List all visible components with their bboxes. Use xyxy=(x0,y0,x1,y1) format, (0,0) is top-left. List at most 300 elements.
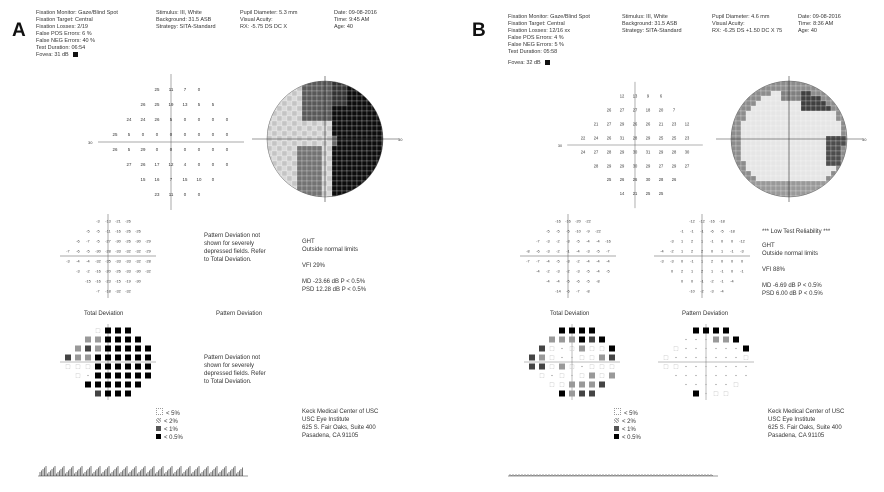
grayscale-cell xyxy=(831,196,836,201)
threshold-value: 18 xyxy=(645,107,651,113)
total-deviation-value: -5 xyxy=(586,279,590,284)
grayscale-cell xyxy=(736,176,741,181)
grayscale-cell xyxy=(771,111,776,116)
grayscale-cell xyxy=(342,131,347,136)
grayscale-cell xyxy=(322,116,327,121)
total-deviation-value: -6 xyxy=(76,239,80,244)
gaze-tracking-strip xyxy=(508,464,718,482)
total-deviation-value: -4 xyxy=(586,259,590,264)
grayscale-cell xyxy=(362,116,367,121)
total-prob-symbol xyxy=(75,355,81,361)
grayscale-cell xyxy=(746,91,751,96)
grayscale-cell xyxy=(746,101,751,106)
clinic-line-3: 625 S. Fair Oaks, Suite 400 xyxy=(768,425,842,431)
grayscale-cell xyxy=(806,151,811,156)
grayscale-cell xyxy=(292,126,297,131)
grayscale-cell xyxy=(801,171,806,176)
grayscale-cell xyxy=(776,131,781,136)
total-prob-symbol xyxy=(599,382,605,388)
grayscale-cell xyxy=(731,106,736,111)
grayscale-cell xyxy=(267,186,272,191)
ght-label: GHT xyxy=(302,239,315,245)
grayscale-cell xyxy=(292,176,297,181)
grayscale-cell xyxy=(736,181,741,186)
grayscale-cell xyxy=(342,196,347,201)
grayscale-cell xyxy=(761,171,766,176)
total-prob-symbol xyxy=(135,346,141,352)
grayscale-cell xyxy=(751,161,756,166)
grayscale-cell xyxy=(292,96,297,101)
grayscale-cell xyxy=(786,106,791,111)
grayscale-cell xyxy=(781,111,786,116)
grayscale-cell xyxy=(327,91,332,96)
grayscale-cell xyxy=(846,161,851,166)
total-deviation-value: -7 xyxy=(526,259,530,264)
grayscale-cell xyxy=(347,116,352,121)
threshold-value: 0 xyxy=(211,162,215,167)
grayscale-cell xyxy=(786,161,791,166)
threshold-value: 0 xyxy=(197,87,201,92)
threshold-value: 23 xyxy=(671,121,677,127)
grayscale-cell xyxy=(272,121,277,126)
date: Date: 09-08-2016 xyxy=(798,14,841,20)
threshold-value: 24 xyxy=(593,135,599,141)
grayscale-cell xyxy=(736,131,741,136)
pattern-prob-symbol xyxy=(745,375,746,376)
grayscale-cell xyxy=(786,176,791,181)
grayscale-cell xyxy=(302,176,307,181)
grayscale-cell xyxy=(322,91,327,96)
total-deviation-value: -29 xyxy=(145,239,151,244)
grayscale-cell xyxy=(272,116,277,121)
note2-line-2: shown for severely xyxy=(204,363,255,369)
grayscale-cell xyxy=(776,121,781,126)
threshold-value: 25 xyxy=(658,191,664,197)
grayscale-cell xyxy=(317,101,322,106)
grayscale-cell xyxy=(287,176,292,181)
threshold-value: 21 xyxy=(658,121,664,127)
grayscale-cell xyxy=(312,86,317,91)
grayscale-cell xyxy=(357,131,362,136)
grayscale-cell xyxy=(272,196,277,201)
grayscale-cell xyxy=(821,191,826,196)
grayscale-cell xyxy=(307,96,312,101)
grayscale-cell xyxy=(267,91,272,96)
total-prob-symbol xyxy=(95,373,101,379)
pattern-prob-symbol xyxy=(693,328,699,334)
grayscale-cell xyxy=(816,91,821,96)
grayscale-cell xyxy=(377,196,382,201)
grayscale-cell xyxy=(811,86,816,91)
grayscale-cell xyxy=(816,141,821,146)
grayscale-cell xyxy=(746,116,751,121)
grayscale-cell xyxy=(821,146,826,151)
grayscale-cell xyxy=(846,86,851,91)
grayscale-cell xyxy=(776,106,781,111)
grayscale-cell xyxy=(282,106,287,111)
grayscale-cell xyxy=(377,186,382,191)
grayscale-cell xyxy=(781,81,786,86)
total-prob-symbol xyxy=(105,391,111,397)
grayscale-cell xyxy=(377,141,382,146)
grayscale-cell xyxy=(287,151,292,156)
grayscale-cell xyxy=(776,151,781,156)
threshold-value: 0 xyxy=(183,132,187,137)
grayscale-cell xyxy=(741,81,746,86)
grayscale-cell xyxy=(806,176,811,181)
grayscale-cell xyxy=(342,91,347,96)
pattern-prob-symbol xyxy=(715,348,716,349)
threshold-value: 5 xyxy=(211,102,215,107)
total-prob-symbol xyxy=(550,383,554,387)
grayscale-cell xyxy=(337,141,342,146)
legend-1: < 1% xyxy=(156,426,183,434)
total-deviation-value: -7 xyxy=(536,239,540,244)
grayscale-cell xyxy=(277,141,282,146)
grayscale-cell xyxy=(741,86,746,91)
grayscale-cell xyxy=(272,191,277,196)
grayscale-cell xyxy=(337,121,342,126)
total-prob-symbol xyxy=(87,375,88,376)
total-deviation-value: -18 xyxy=(105,289,111,294)
fovea-text: Fovea: 32 dB xyxy=(508,60,541,66)
grayscale-cell xyxy=(272,186,277,191)
grayscale-cell xyxy=(766,101,771,106)
grayscale-cell xyxy=(347,161,352,166)
pattern-deviation-value: 1 xyxy=(680,239,684,244)
pattern-deviation-value: 1 xyxy=(710,269,714,274)
total-prob-symbol xyxy=(569,382,575,388)
grayscale-cell xyxy=(362,136,367,141)
grayscale-cell xyxy=(831,126,836,131)
total-prob-symbol xyxy=(115,382,121,388)
total-prob-symbol xyxy=(569,337,575,343)
grayscale-cell xyxy=(342,111,347,116)
grayscale-cell xyxy=(307,186,312,191)
total-deviation-value: -22 xyxy=(595,229,601,234)
grayscale-cell xyxy=(332,186,337,191)
total-deviation-probability-plot xyxy=(522,322,622,402)
fovea-value xyxy=(508,60,550,67)
grayscale-cell xyxy=(312,136,317,141)
total-deviation-value: -28 xyxy=(105,249,111,254)
grayscale-cell xyxy=(786,136,791,141)
grayscale-cell xyxy=(292,131,297,136)
grayscale-cell xyxy=(766,161,771,166)
total-prob-symbol xyxy=(540,374,544,378)
grayscale-cell xyxy=(332,86,337,91)
pattern-deviation-value: -1 xyxy=(740,269,744,274)
grayscale-cell xyxy=(332,196,337,201)
threshold-value: 0 xyxy=(169,147,173,152)
grayscale-cell xyxy=(761,126,766,131)
pattern-deviation-probability-plot xyxy=(656,322,756,402)
grayscale-cell xyxy=(836,121,841,126)
grayscale-cell xyxy=(352,171,357,176)
grayscale-cell xyxy=(312,186,317,191)
grayscale-cell xyxy=(746,161,751,166)
threshold-value: 24 xyxy=(126,117,132,122)
grayscale-cell xyxy=(347,186,352,191)
total-deviation-value: -26 xyxy=(115,269,121,274)
fovea-marker xyxy=(545,60,550,65)
grayscale-cell xyxy=(347,146,352,151)
grayscale-cell xyxy=(801,196,806,201)
grayscale-cell xyxy=(357,121,362,126)
pattern-deviation-value: 0 xyxy=(690,279,694,284)
grayscale-cell xyxy=(282,161,287,166)
threshold-value: 24 xyxy=(140,117,146,122)
grayscale-cell xyxy=(382,111,387,116)
grayscale-cell xyxy=(791,161,796,166)
grayscale-cell xyxy=(781,106,786,111)
grayscale-cell xyxy=(771,121,776,126)
grayscale-cell xyxy=(267,191,272,196)
threshold-value: 27 xyxy=(606,121,612,127)
grayscale-cell xyxy=(317,141,322,146)
threshold-value: 26 xyxy=(671,177,677,183)
total-prob-symbol xyxy=(610,365,614,369)
grayscale-cell xyxy=(362,191,367,196)
grayscale-cell xyxy=(731,101,736,106)
total-deviation-value: -5 xyxy=(86,249,90,254)
threshold-value: 0 xyxy=(225,162,229,167)
grayscale-cell xyxy=(841,86,846,91)
grayscale-cell xyxy=(781,161,786,166)
grayscale-cell xyxy=(362,146,367,151)
total-prob-symbol xyxy=(579,382,585,388)
total-prob-symbol xyxy=(609,346,615,352)
grayscale-cell xyxy=(756,171,761,176)
legend-symbol-2-icon xyxy=(614,418,619,423)
grayscale-cell xyxy=(292,156,297,161)
grayscale-cell xyxy=(766,106,771,111)
total-deviation-value: -4 xyxy=(536,269,540,274)
grayscale-cell xyxy=(816,171,821,176)
total-prob-symbol xyxy=(85,355,91,361)
grayscale-cell xyxy=(367,186,372,191)
grayscale-cell xyxy=(272,176,277,181)
grayscale-cell xyxy=(816,196,821,201)
grayscale-cell xyxy=(332,91,337,96)
total-prob-symbol xyxy=(561,357,562,358)
grayscale-cell xyxy=(302,131,307,136)
grayscale-cell xyxy=(297,96,302,101)
grayscale-cell xyxy=(377,136,382,141)
grayscale-cell xyxy=(756,161,761,166)
grayscale-cell xyxy=(377,191,382,196)
total-deviation-value: -5 xyxy=(86,229,90,234)
grayscale-cell xyxy=(751,151,756,156)
grayscale-cell xyxy=(751,86,756,91)
grayscale-cell xyxy=(821,176,826,181)
pattern-deviation-value: -2 xyxy=(670,249,674,254)
grayscale-cell xyxy=(312,181,317,186)
grayscale-cell xyxy=(736,136,741,141)
grayscale-cell xyxy=(322,121,327,126)
grayscale-cell xyxy=(307,196,312,201)
total-deviation-value: -7 xyxy=(606,249,610,254)
pattern-prob-symbol xyxy=(725,366,726,367)
grayscale-cell xyxy=(322,146,327,151)
pattern-deviation-value: 0 xyxy=(730,239,734,244)
pattern-deviation-value: -1 xyxy=(720,279,724,284)
grayscale-cell xyxy=(831,96,836,101)
grayscale-cell xyxy=(342,166,347,171)
legend-5: < 5% xyxy=(614,408,641,418)
grayscale-cell xyxy=(791,171,796,176)
grayscale-cell xyxy=(796,86,801,91)
grayscale-cell xyxy=(746,81,751,86)
grayscale-cell xyxy=(347,181,352,186)
total-prob-symbol xyxy=(115,373,121,379)
grayscale-cell xyxy=(736,116,741,121)
grayscale-cell xyxy=(287,156,292,161)
threshold-value: 0 xyxy=(141,132,145,137)
grayscale-cell xyxy=(287,86,292,91)
total-deviation-value: -15 xyxy=(85,279,91,284)
grayscale-cell xyxy=(277,136,282,141)
pattern-prob-symbol xyxy=(724,392,728,396)
total-prob-symbol xyxy=(599,355,605,361)
grayscale-cell xyxy=(282,126,287,131)
grayscale-cell xyxy=(322,171,327,176)
grayscale-cell xyxy=(307,106,312,111)
grayscale-cell xyxy=(337,151,342,156)
grayscale-cell xyxy=(362,161,367,166)
threshold-value: 26 xyxy=(112,147,118,152)
grayscale-cell xyxy=(312,191,317,196)
grayscale-cell xyxy=(357,111,362,116)
grayscale-cell xyxy=(841,81,846,86)
grayscale-cell xyxy=(317,96,322,101)
grayscale-cell xyxy=(811,146,816,151)
total-prob-symbol xyxy=(105,373,111,379)
total-prob-symbol xyxy=(115,328,121,334)
grayscale-cell xyxy=(297,176,302,181)
global-indices xyxy=(762,228,830,298)
threshold-value: 29 xyxy=(619,149,625,155)
grayscale-cell xyxy=(796,186,801,191)
grayscale-cell xyxy=(317,181,322,186)
threshold-value: 25 xyxy=(112,132,118,137)
pattern-deviation-value: -1 xyxy=(700,279,704,284)
grayscale-cell xyxy=(836,131,841,136)
total-deviation-value: -30 xyxy=(135,269,141,274)
grayscale-cell xyxy=(806,146,811,151)
grayscale-cell xyxy=(297,151,302,156)
grayscale-cell xyxy=(826,101,831,106)
grayscale-cell xyxy=(811,81,816,86)
grayscale-cell xyxy=(382,96,387,101)
grayscale-cell xyxy=(731,111,736,116)
grayscale-cell xyxy=(731,81,736,86)
grayscale-cell xyxy=(786,86,791,91)
grayscale-cell xyxy=(751,136,756,141)
total-prob-symbol xyxy=(115,337,121,343)
grayscale-cell xyxy=(302,161,307,166)
pattern-deviation-value: 1 xyxy=(690,269,694,274)
threshold-value: 29 xyxy=(645,135,651,141)
grayscale-cell xyxy=(347,101,352,106)
grayscale-cell xyxy=(302,121,307,126)
grayscale-cell xyxy=(811,156,816,161)
grayscale-cell xyxy=(796,181,801,186)
grayscale-cell xyxy=(367,161,372,166)
grayscale-cell xyxy=(312,151,317,156)
pattern-prob-symbol xyxy=(713,337,719,343)
grayscale-cell xyxy=(806,91,811,96)
grayscale-cell xyxy=(372,186,377,191)
grayscale-cell xyxy=(786,91,791,96)
total-deviation-value: -32 xyxy=(125,249,131,254)
grayscale-cell xyxy=(372,101,377,106)
grayscale-cell xyxy=(312,161,317,166)
total-deviation-value: -26 xyxy=(125,219,131,224)
background: Background: 31.5 ASB xyxy=(622,21,678,27)
grayscale-cell xyxy=(761,146,766,151)
pattern-deviation-note xyxy=(204,232,266,264)
grayscale-cell xyxy=(307,101,312,106)
grayscale-cell xyxy=(761,156,766,161)
pattern-prob-symbol xyxy=(705,339,706,340)
total-deviation-value: -16 xyxy=(115,229,121,234)
total-prob-symbol xyxy=(559,391,565,397)
grayscale-cell xyxy=(741,166,746,171)
total-prob-symbol xyxy=(539,364,545,370)
grayscale-cell xyxy=(791,81,796,86)
threshold-value: 21 xyxy=(632,191,638,197)
grayscale-cell xyxy=(277,106,282,111)
grayscale-cell xyxy=(761,111,766,116)
grayscale-cell xyxy=(761,161,766,166)
grayscale-cell xyxy=(846,91,851,96)
grayscale-cell xyxy=(841,171,846,176)
total-prob-symbol xyxy=(589,373,595,379)
grayscale-cell xyxy=(841,126,846,131)
grayscale-cell xyxy=(811,136,816,141)
grayscale-cell xyxy=(826,156,831,161)
pattern-prob-symbol xyxy=(723,337,729,343)
grayscale-cell xyxy=(272,91,277,96)
grayscale-cell xyxy=(327,96,332,101)
grayscale-cell xyxy=(736,196,741,201)
grayscale-cell xyxy=(746,111,751,116)
grayscale-cell xyxy=(791,126,796,131)
grayscale-cell xyxy=(342,171,347,176)
grayscale-cell xyxy=(317,121,322,126)
pattern-deviation-value: 0 xyxy=(680,279,684,284)
grayscale-cell xyxy=(342,96,347,101)
grayscale-cell xyxy=(287,146,292,151)
grayscale-cell xyxy=(751,121,756,126)
grayscale-cell xyxy=(806,106,811,111)
header-left xyxy=(36,10,118,52)
grayscale-cell xyxy=(372,141,377,146)
threshold-value: 24 xyxy=(580,149,586,155)
pattern-deviation-value: -16 xyxy=(709,219,715,224)
grayscale-cell xyxy=(811,176,816,181)
grayscale-cell xyxy=(292,181,297,186)
grayscale-cell xyxy=(816,176,821,181)
grayscale-cell xyxy=(352,181,357,186)
grayscale-cell xyxy=(337,166,342,171)
grayscale-cell xyxy=(821,161,826,166)
grayscale-cell xyxy=(367,111,372,116)
grayscale-cell xyxy=(342,176,347,181)
grayscale-cell xyxy=(292,111,297,116)
threshold-value: 25 xyxy=(645,191,651,197)
